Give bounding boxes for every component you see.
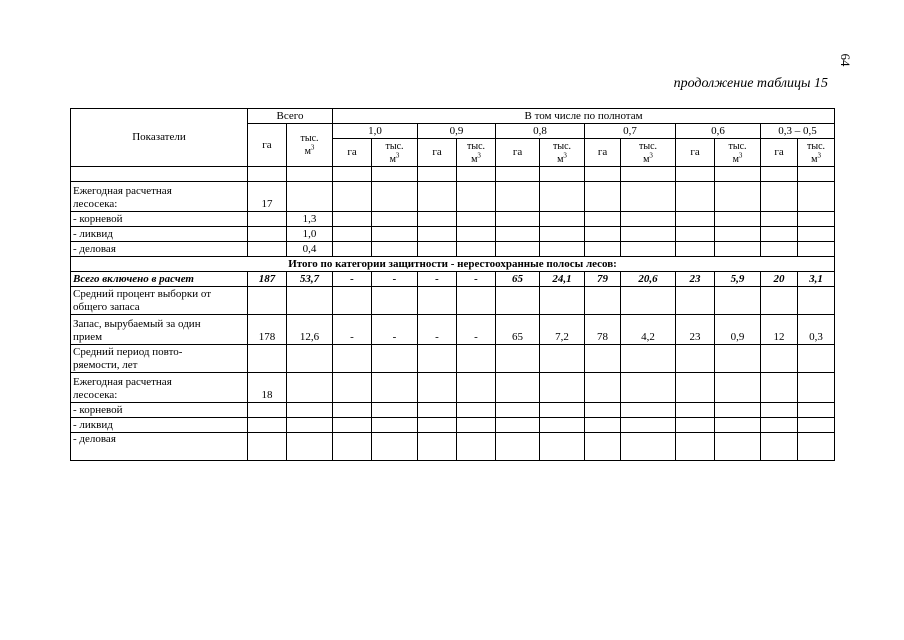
unit-thousand: тыс.	[467, 140, 486, 152]
sub-thousand-m3	[372, 139, 418, 167]
unit-m: м	[389, 153, 396, 165]
density-2: 0,9	[418, 124, 496, 139]
cell: 18	[248, 373, 287, 403]
cell: 5,9	[715, 272, 761, 287]
section-title: Итого по категории защитности - нерестоохранные полосы лесов:	[71, 257, 835, 272]
unit-cube: 3	[649, 151, 653, 160]
unit-thousand: тыс.	[639, 140, 658, 152]
sub-ha: га	[761, 139, 798, 167]
cell: -	[457, 315, 496, 345]
sub-ha: га	[585, 139, 621, 167]
cell: 20,6	[621, 272, 676, 287]
table-row	[71, 287, 835, 315]
unit-m: м	[304, 146, 311, 157]
total-label: Всего включено в расчет	[71, 272, 248, 287]
header-total-thousand-m3	[287, 124, 333, 167]
cell: 65	[496, 272, 540, 287]
sub-thousand-m3	[457, 139, 496, 167]
row-label-business: - деловая	[71, 433, 248, 461]
cell: 12,6	[287, 315, 333, 345]
density-1: 1,0	[333, 124, 418, 139]
row-label-liquid: - ликвид	[71, 227, 248, 242]
unit-cube: 3	[563, 151, 567, 160]
table-row	[71, 433, 835, 461]
unit-m: м	[557, 153, 564, 165]
table-row	[71, 242, 835, 257]
section-title-row	[71, 257, 835, 272]
row-label-business: - деловая	[71, 242, 248, 257]
unit-thousand: тыс.	[300, 133, 319, 144]
cell: -	[333, 272, 372, 287]
table-caption: продолжение таблицы 15	[673, 76, 828, 91]
table-row	[71, 182, 835, 212]
density-6: 0,3 – 0,5	[761, 124, 835, 139]
row-label-root: - корневой	[71, 212, 248, 227]
header-by-density: В том числе по полнотам	[333, 109, 835, 124]
unit-cube: 3	[395, 151, 400, 160]
header-indicators: Показатели	[71, 109, 248, 167]
row-label-annual: Ежегодная расчетная лесосека:	[71, 182, 248, 212]
unit-m: м	[811, 153, 818, 165]
cell: -	[418, 315, 457, 345]
cell: 4,2	[621, 315, 676, 345]
cell: -	[372, 315, 418, 345]
sub-ha: га	[333, 139, 372, 167]
cell: 0,4	[287, 242, 333, 257]
cell: 3,1	[798, 272, 835, 287]
cell: -	[372, 272, 418, 287]
cell: 7,2	[540, 315, 585, 345]
unit-thousand: тыс.	[728, 140, 747, 152]
cell: 24,1	[540, 272, 585, 287]
page-number: 64	[838, 53, 853, 67]
cell: 0,3	[798, 315, 835, 345]
row-label-liquid: - ликвид	[71, 418, 248, 433]
blank-row	[71, 167, 835, 182]
cell: 53,7	[287, 272, 333, 287]
table-row	[71, 227, 835, 242]
unit-cube: 3	[310, 143, 315, 152]
sub-thousand-m3	[798, 139, 835, 167]
cell: -	[333, 315, 372, 345]
density-5: 0,6	[676, 124, 761, 139]
unit-thousand: тыс.	[807, 140, 826, 152]
unit-thousand: тыс.	[553, 140, 572, 152]
cell: 1,0	[287, 227, 333, 242]
cell: 1,3	[287, 212, 333, 227]
cell: 17	[248, 182, 287, 212]
unit-thousand: тыс.	[385, 140, 404, 152]
unit-m: м	[471, 153, 478, 165]
data-table	[70, 108, 835, 461]
table-row	[71, 315, 835, 345]
table-row	[71, 212, 835, 227]
row-label-period: Средний период повто- ряемости, лет	[71, 345, 248, 373]
total-row	[71, 272, 835, 287]
unit-m: м	[732, 153, 739, 165]
header-row-1	[71, 109, 835, 124]
row-label-stock: Запас, вырубаемый за один прием	[71, 315, 248, 345]
unit-cube: 3	[817, 151, 821, 160]
cell: 65	[496, 315, 540, 345]
row-label-annual: Ежегодная расчетная лесосека:	[71, 373, 248, 403]
sub-thousand-m3	[540, 139, 585, 167]
header-total-ha: га	[248, 124, 287, 167]
cell: 20	[761, 272, 798, 287]
table-row	[71, 418, 835, 433]
sub-ha: га	[418, 139, 457, 167]
cell: 23	[676, 272, 715, 287]
unit-cube: 3	[477, 151, 481, 160]
sub-ha: га	[676, 139, 715, 167]
cell: -	[457, 272, 496, 287]
cell: 78	[585, 315, 621, 345]
sub-thousand-m3	[621, 139, 676, 167]
cell: 79	[585, 272, 621, 287]
density-4: 0,7	[585, 124, 676, 139]
table-row	[71, 345, 835, 373]
cell: 187	[248, 272, 287, 287]
cell: -	[418, 272, 457, 287]
unit-m: м	[643, 153, 650, 165]
row-label-root: - корневой	[71, 403, 248, 418]
sub-ha: га	[496, 139, 540, 167]
cell: 0,9	[715, 315, 761, 345]
header-total: Всего	[248, 109, 333, 124]
cell: 23	[676, 315, 715, 345]
density-3: 0,8	[496, 124, 585, 139]
table-row	[71, 403, 835, 418]
table-row	[71, 373, 835, 403]
row-label-avg-pct: Средний процент выборки от общего запаса	[71, 287, 248, 315]
cell: 12	[761, 315, 798, 345]
cell: 178	[248, 315, 287, 345]
sub-thousand-m3	[715, 139, 761, 167]
unit-cube: 3	[738, 151, 743, 160]
